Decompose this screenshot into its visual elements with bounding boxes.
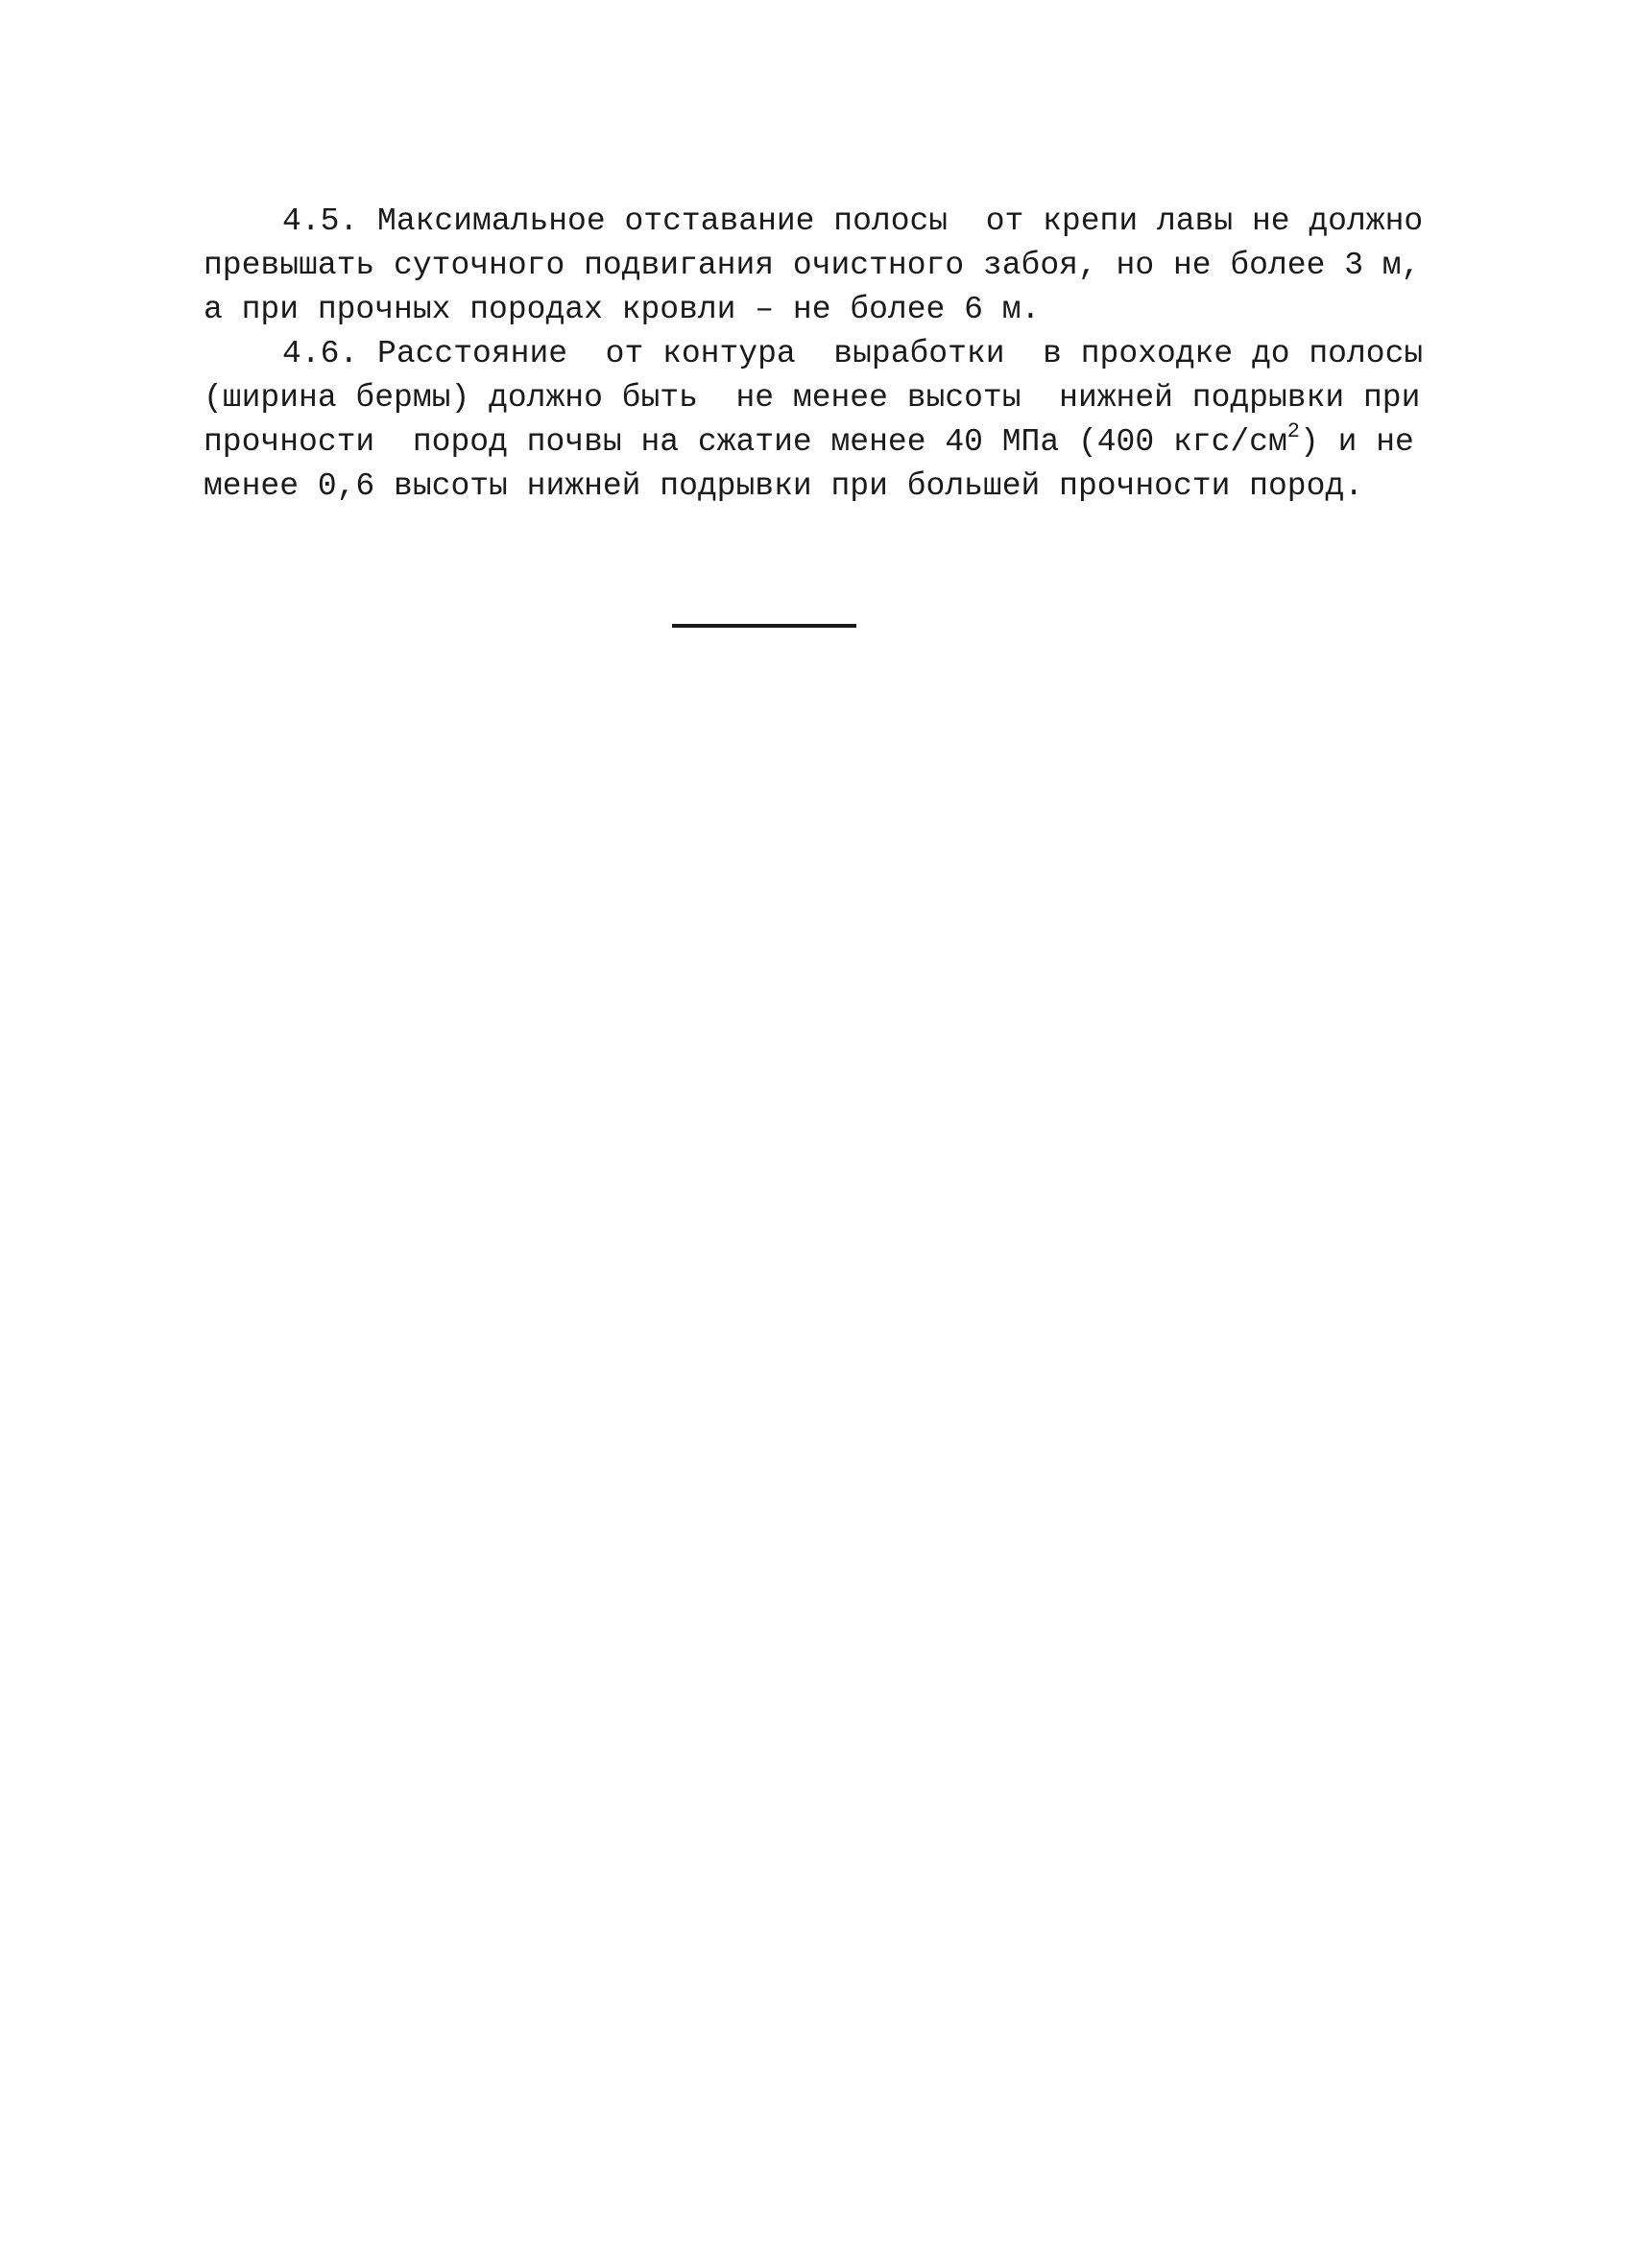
paragraph-4-5-line-2: превышать суточного подвигания очистного забоя, но не более 3 м,: [204, 248, 1421, 283]
paragraph-4-6-line-1: 4.6. Расстояние от контура выработки в проходке до полосы: [282, 336, 1424, 371]
paragraph-4-5-line-3: а при прочных породах кровли – не более 6 м.: [204, 292, 1041, 327]
document-text: [204, 200, 1432, 509]
paragraph-4-6-line-3-before: прочности пород почвы на сжатие менее 40 МПа (400 кгс/см: [204, 424, 1287, 460]
superscript-2: 2: [1286, 419, 1300, 443]
paragraph-4-6-line-2: (ширина бермы) должно быть не менее высоты нижней подрывки при: [204, 380, 1421, 416]
paragraph-4-5-line-1: 4.5. Максимальное отставание полосы от крепи лавы не должно: [282, 203, 1424, 239]
paragraph-4-6-line-3-after: ) и не: [1300, 424, 1414, 460]
paragraph-4-6-line-3: [204, 420, 1432, 465]
end-divider-line: [672, 624, 856, 628]
paragraph-4-6-line-4: менее 0,6 высоты нижней подрывки при большей прочности пород.: [204, 468, 1363, 504]
